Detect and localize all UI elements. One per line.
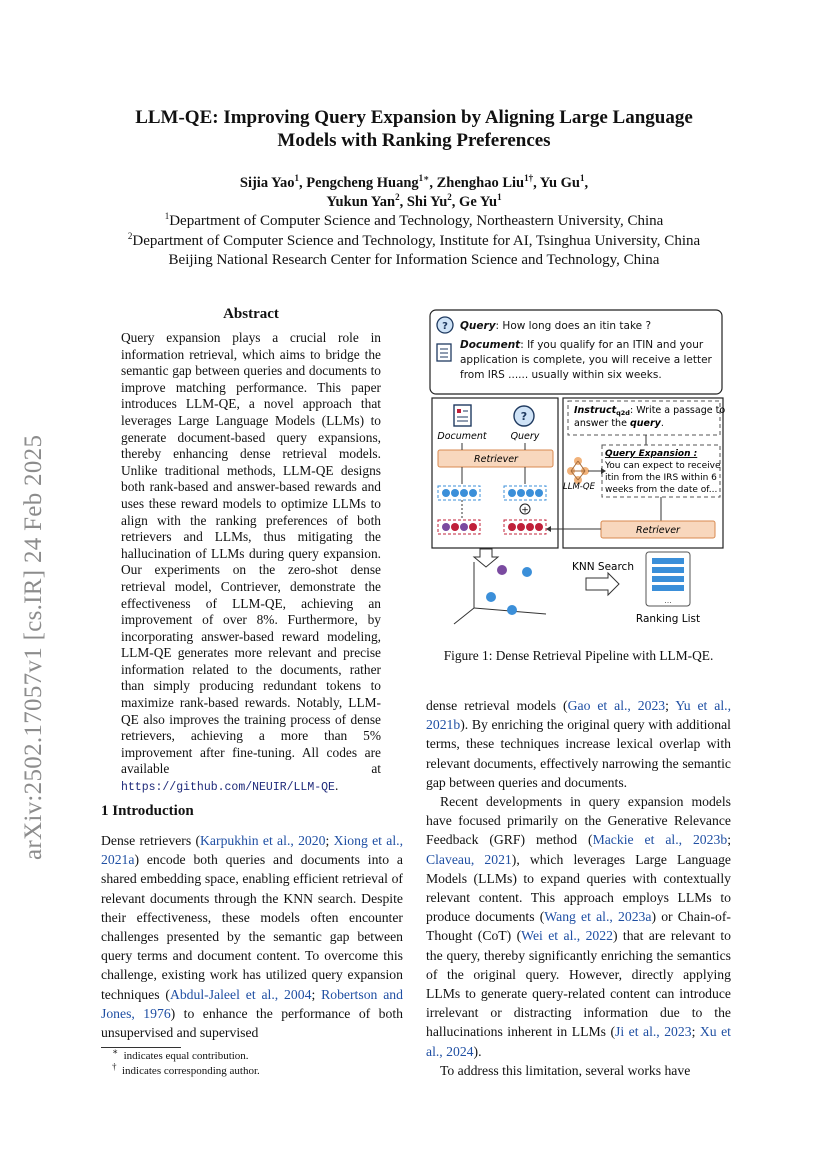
- plus-sign: +: [521, 505, 529, 516]
- intro-paragraph-1: [101, 831, 403, 1042]
- body-text: ) or Chain-of-Thought (CoT) (: [426, 909, 731, 944]
- down-arrow: [474, 549, 498, 567]
- author-name: , Pengcheng Huang: [299, 175, 419, 191]
- instruction-line-2: answer the query.: [574, 418, 664, 429]
- body-text: ;: [325, 833, 334, 848]
- doc-embedding-mixed-dots: [442, 523, 477, 531]
- citation-link[interactable]: Gao et al., 2023: [567, 698, 666, 713]
- axis-z: [454, 608, 474, 624]
- affiliations: [40, 212, 788, 271]
- body-text: ). By enriching the original query with additional terms, these techniques increase lexical overlap with relevant documents, effectively narrowing the semantic gap between queries and documents.: [426, 717, 731, 790]
- author-sep: ,: [584, 175, 589, 191]
- example-document-line-1: Document: If you qualify for an ITIN and your: [460, 339, 704, 351]
- footnote-2: [112, 1061, 260, 1078]
- affiliation-3: Beijing National Research Center for Information Science and Technology, China: [168, 252, 660, 268]
- retriever-label-right: Retriever: [636, 525, 680, 536]
- author-affil-mark: 1†: [524, 173, 534, 184]
- body-text: dense retrieval models (: [426, 698, 568, 713]
- llm-network-icon: [567, 457, 589, 484]
- abstract-text: Query expansion plays a crucial role in information retrieval, which aims to bridge the semantic gap between queries and documents to improve matching performance. This paper introduces LLM-QE, a novel approach that leverages Large Language Models (LLMs) to generate document-based query expansions, thereby enhancing dense retrieval models. Unlike traditional methods, LLM-QE designs both rank-based and answer-based rewards and uses these reward models to optimize LLMs to align with the ranking preferences of both retrievers and LLMs, thus mitigating the hallucination of LLMs during query expansion. Our experiments on the zero-shot dense retrieval model, Contriever, demonstrate the effectiveness of LLM-QE, achieving an improvement of over 8%. Furthermore, by incorporating answer-based reward modeling, LLM-QE generates more relevant and precise information related to the documents, rather than simply producing redundant tokens to maximize rank-based rewards. Notably, LLM-QE also improves the training process of dense retrievers, achieving a more than 5% improvement after fine-tuning. All codes are available at: [121, 330, 381, 777]
- citation-link[interactable]: Ji et al., 2023: [615, 1024, 692, 1040]
- paper-title: [60, 106, 768, 152]
- knn-search-label: KNN Search: [571, 561, 635, 573]
- query-expansion-line-1: You can expect to receive: [605, 461, 721, 471]
- affiliation-2: [40, 232, 788, 252]
- ranking-ellipsis: ...: [664, 596, 672, 605]
- author-name: , Yu Gu: [533, 175, 580, 191]
- citation-link[interactable]: Yu et al., 2021b: [426, 698, 732, 733]
- title-line-1: LLM-QE: Improving Query Expansion by Aligning Large Language: [135, 107, 693, 128]
- example-document-line-3: from IRS ...... usually within six weeks.: [460, 369, 662, 381]
- author-affil-mark: 1: [579, 173, 585, 184]
- intro-paragraph-4: To address this limitation, several works have: [440, 1062, 691, 1078]
- author-name: , Zhenghao Liu: [429, 175, 525, 191]
- author-affil-mark: 1: [294, 173, 300, 184]
- footnote-1: [112, 1046, 249, 1063]
- body-text: ) encode both queries and documents into a shared embedding space, enabling efficient retrieval of relevant documents through the KNN search. Despite their effectiveness, these models often encounter challenges presented by the semantic gap between query terms and document content. To overcome this challenge, existing work has utilized query expansion techniques (: [101, 852, 403, 1002]
- arxiv-id: arXiv:2502.17057v1 [cs.IR] 24 Feb 2025: [20, 434, 47, 860]
- query-label: Query: [510, 431, 540, 442]
- query-expansion-line-3: weeks from the date of...: [605, 485, 718, 495]
- intro-column-1: [101, 831, 403, 1042]
- example-document-line-2: application is complete, you will receive a letter: [460, 354, 712, 366]
- body-text: ) to enhance the performance of both unsupervised and supervised: [101, 1005, 403, 1041]
- affil-mark: 1: [164, 211, 170, 221]
- query-expansion-label: Query Expansion :: [605, 449, 698, 459]
- authors-line-1: [60, 174, 768, 193]
- expanded-embedding-dots: [508, 523, 543, 531]
- body-text: ), which leverages Large Language Models (LLMs) to expand queries with contextually relevant content. This approach employs LLMs to produce documents (: [426, 851, 731, 925]
- query-embedding-dots: [508, 489, 543, 497]
- document-icon: [454, 405, 471, 426]
- embedding-points: [486, 565, 532, 615]
- authors-line-2: [60, 193, 768, 212]
- body-text: Recent developments in query expansion models have focused primarily on the Generative Relevance Feedback (GRF) method (: [426, 794, 731, 848]
- citation-link[interactable]: Claveau, 2021: [426, 851, 512, 867]
- intro-column-2: [426, 696, 731, 1080]
- author-affil-mark: 2: [447, 192, 452, 203]
- document-label: Document: [437, 431, 487, 442]
- body-text: Dense retrievers (: [101, 833, 201, 848]
- intro-paragraph-2: [426, 696, 731, 792]
- body-text: ;: [311, 986, 322, 1002]
- author-affil-mark: 1: [497, 192, 502, 203]
- llm-qe-label: LLM-QE: [563, 482, 595, 492]
- abstract-end: .: [334, 778, 339, 794]
- body-text: ;: [727, 832, 731, 848]
- author-name: Sijia Yao: [239, 175, 295, 191]
- figure-caption: Figure 1: Dense Retrieval Pipeline with LLM-QE.: [443, 648, 714, 663]
- footnote-text: indicates corresponding author.: [122, 1065, 260, 1077]
- footnote-text: indicates equal contribution.: [123, 1050, 249, 1062]
- affil-mark: 2: [127, 230, 133, 241]
- citation-link[interactable]: Abdul-Jaleel et al., 2004: [169, 986, 312, 1002]
- svg-text:?: ?: [442, 321, 448, 332]
- citation-link[interactable]: Wang et al., 2023a: [544, 909, 652, 925]
- footnote-mark: †: [112, 1061, 117, 1072]
- author-name: , Ge Yu: [451, 194, 498, 210]
- author-name: Yukun Yan: [326, 194, 396, 210]
- query-expansion-line-2: itin from the IRS within 6: [605, 473, 717, 483]
- figure-1-pipeline: [426, 308, 731, 638]
- citation-link[interactable]: Xiong et al., 2021a: [101, 833, 403, 868]
- affil-text: Department of Computer Science and Technology, Northeastern University, China: [169, 213, 664, 229]
- citation-link[interactable]: Robertson and Jones, 1976: [101, 986, 403, 1021]
- retriever-label-left: Retriever: [474, 454, 518, 465]
- code-link[interactable]: https://github.com/NEUIR/LLM-QE: [121, 781, 335, 795]
- footnote-mark: ∗: [112, 1046, 119, 1057]
- author-affil-mark: 2: [395, 192, 400, 203]
- body-text: ) that are relevant to the query, thereby significantly enriching the semantics of the original query. However, directly applying LLMs to generate query-related content can introduce irrelevant or distracting information due to the hallucinations inherent in LLMs (: [426, 928, 731, 1040]
- abstract-heading: Abstract: [223, 306, 279, 322]
- instruction-line-1: Instruct$_{q2d}$: Write a passage to: [574, 405, 726, 417]
- doc-embedding-dots: [442, 489, 477, 497]
- author-affil-mark: 1∗: [418, 173, 430, 184]
- citation-link[interactable]: Wei et al., 2022: [521, 928, 613, 944]
- body-text: ;: [691, 1024, 700, 1040]
- citation-link[interactable]: Karpukhin et al., 2020: [200, 833, 326, 848]
- example-query: Query: How long does an itin take ?: [460, 320, 652, 332]
- title-line-2: Models with Ranking Preferences: [277, 130, 551, 151]
- abstract-body: [121, 330, 381, 797]
- intro-paragraph-3: [426, 792, 731, 1061]
- body-text: ).: [473, 1043, 482, 1059]
- citation-link[interactable]: Xu et al., 2024: [426, 1024, 731, 1059]
- document-icon: [437, 344, 451, 361]
- affil-text: Department of Computer Science and Technology, Institute for AI, Tsinghua University, China: [132, 232, 701, 249]
- query-icon: [437, 317, 453, 333]
- knn-arrow: [586, 573, 619, 595]
- ranking-list-label: Ranking List: [635, 613, 701, 625]
- body-text: ;: [665, 698, 676, 713]
- citation-link[interactable]: Mackie et al., 2023b: [592, 832, 728, 848]
- section-heading-introduction: 1 Introduction: [101, 803, 194, 819]
- query-icon: [514, 406, 534, 426]
- author-name: , Shi Yu: [399, 194, 448, 210]
- svg-text:?: ?: [520, 410, 528, 423]
- authors: [60, 174, 768, 212]
- affiliation-1: [40, 212, 788, 232]
